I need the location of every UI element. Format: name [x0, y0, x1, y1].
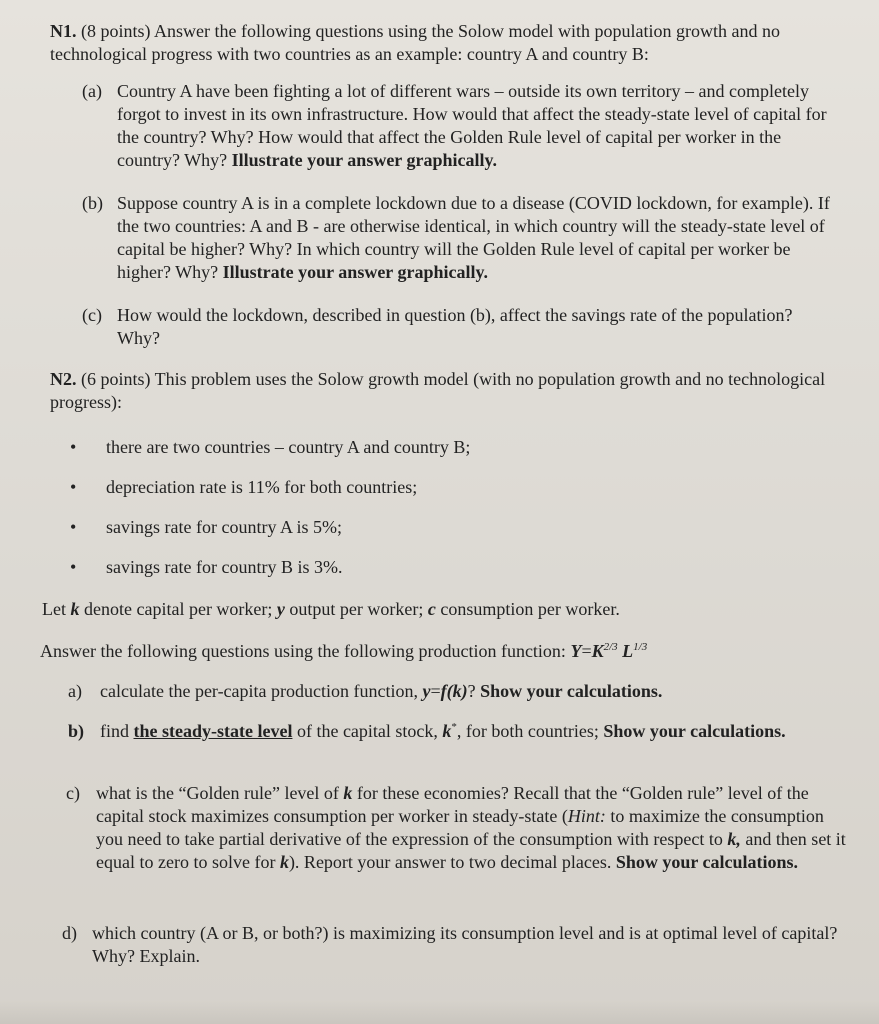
question-n2-d — [62, 922, 852, 968]
bullet-icon: • — [70, 477, 77, 497]
question-n1-b — [82, 192, 832, 284]
let-text: Let — [42, 599, 71, 619]
bullet-text: savings rate for country B is 3%. — [106, 557, 343, 577]
question-n2-number: N2. — [50, 369, 77, 389]
question-n2-b-text: of the capital stock, — [292, 721, 443, 741]
var-y: y — [276, 599, 285, 619]
question-n2-b-label: b) — [68, 721, 85, 741]
bullet-text: there are two countries – country A and country B; — [106, 437, 471, 457]
exponent-K: 2/3 — [603, 641, 618, 653]
question-n1-a-label: (a) — [82, 81, 102, 101]
question-n1-a — [82, 80, 832, 172]
var-Y: Y — [570, 641, 582, 661]
question-n1-b-text: Suppose country A is in a complete lockdown due to a disease (COVID lockdown, for example). If the two countries: A and B - are otherwise identical, in which country will the steady-state level of capital be higher? Why? In which country will the Golden Rule level of capital per worker be higher? Why? — [117, 193, 830, 282]
bullet-icon: • — [70, 557, 77, 577]
question-n2-c-text: ). Report your answer to two decimal places. — [288, 852, 616, 872]
question-n1-c-text: How would the lockdown, described in question (b), affect the savings rate of the population? Why? — [117, 305, 793, 348]
var-c: c — [427, 599, 436, 619]
question-n2-c-text: what is the “Golden rule” level of — [96, 783, 344, 803]
list-item — [70, 476, 417, 499]
question-n1 — [50, 20, 810, 66]
question-n1-a-emphasis: Illustrate your answer graphically. — [231, 150, 497, 170]
var-k: k — [70, 599, 80, 619]
equals-sign: = — [581, 641, 592, 661]
question-n2-d-text: which country (A or B, or both?) is maximizing its consumption level and is at optimal level of capital? Why? Explain. — [92, 923, 838, 966]
bullet-icon: • — [70, 517, 77, 537]
question-n2-c-label: c) — [66, 783, 80, 803]
steady-state-underlined: the steady-state level — [133, 721, 293, 741]
question-n2-b-text: , for both countries; — [456, 721, 604, 741]
page-shadow — [0, 1000, 879, 1024]
star-superscript: * — [451, 721, 457, 733]
question-n2-b — [68, 720, 848, 743]
question-n1-number: N1. — [50, 21, 77, 41]
question-n2-intro: (6 points) This problem uses the Solow growth model (with no population growth and no technological progress): — [50, 369, 826, 412]
question-n2-a — [68, 680, 848, 703]
question-n2-c-text: and then set it equal to zero to solve for — [96, 829, 846, 872]
answer-line-text: Answer the following questions using the following production function: — [40, 641, 571, 661]
let-text: output per worker; — [284, 599, 428, 619]
var-k: k — [343, 783, 353, 803]
let-definition-line — [42, 598, 842, 621]
question-n2 — [50, 368, 830, 414]
let-text: consumption per worker. — [435, 599, 620, 619]
question-n2-a-emphasis: Show your calculations. — [480, 681, 663, 701]
question-n2-c — [66, 782, 848, 874]
question-n2-a-label: a) — [68, 681, 82, 701]
var-L: L — [622, 641, 634, 661]
hint-label: Hint: — [567, 806, 606, 826]
list-item — [70, 436, 470, 459]
function-fk: f(k) — [440, 681, 468, 701]
var-k: k — [279, 852, 289, 872]
let-text: denote capital per worker; — [79, 599, 277, 619]
question-n1-intro: (8 points) Answer the following questions using the Solow model with population growth and no technological progress with two countries as an example: country A and country B: — [50, 21, 780, 64]
production-function-line — [40, 640, 860, 663]
question-mark: ? — [467, 681, 481, 701]
question-n2-c-emphasis: Show your calculations. — [615, 852, 799, 872]
exponent-L: 1/3 — [633, 641, 648, 653]
bullet-icon: • — [70, 437, 77, 457]
list-item — [70, 556, 342, 579]
bullet-text: depreciation rate is 11% for both countries; — [106, 477, 418, 497]
question-n1-c-label: (c) — [82, 305, 102, 325]
var-k-star: k — [442, 721, 452, 741]
var-y: y — [422, 681, 431, 701]
list-item — [70, 516, 342, 539]
var-k: k, — [727, 829, 741, 849]
question-n2-d-label: d) — [62, 923, 77, 943]
question-n1-a-text: Country A have been fighting a lot of different wars – outside its own territory – and completely forgot to invest in its own infrastructure. How would that affect the steady-state level of capital for the country? Why? How would that affect the Golden Rule level of capital per worker in the country? Why? — [117, 81, 827, 170]
var-K: K — [591, 641, 604, 661]
question-n2-c-text: for these economies? Recall that the “Golden rule” level of the capital stock maximizes consumption per worker in steady-state ( — [96, 783, 809, 826]
question-n1-b-emphasis: Illustrate your answer graphically. — [222, 262, 488, 282]
question-n2-b-emphasis: Show your calculations. — [603, 721, 786, 741]
question-n2-b-text: find — [100, 721, 134, 741]
bullet-text: savings rate for country A is 5%; — [106, 517, 342, 537]
equals-sign: = — [430, 681, 441, 701]
question-n1-c — [82, 304, 832, 350]
question-n1-b-label: (b) — [82, 193, 103, 213]
question-n2-c-text: to maximize the consumption you need to take partial derivative of the expression of the consumption with respect to — [96, 806, 824, 849]
question-n2-a-text: calculate the per-capita production function, — [100, 681, 423, 701]
